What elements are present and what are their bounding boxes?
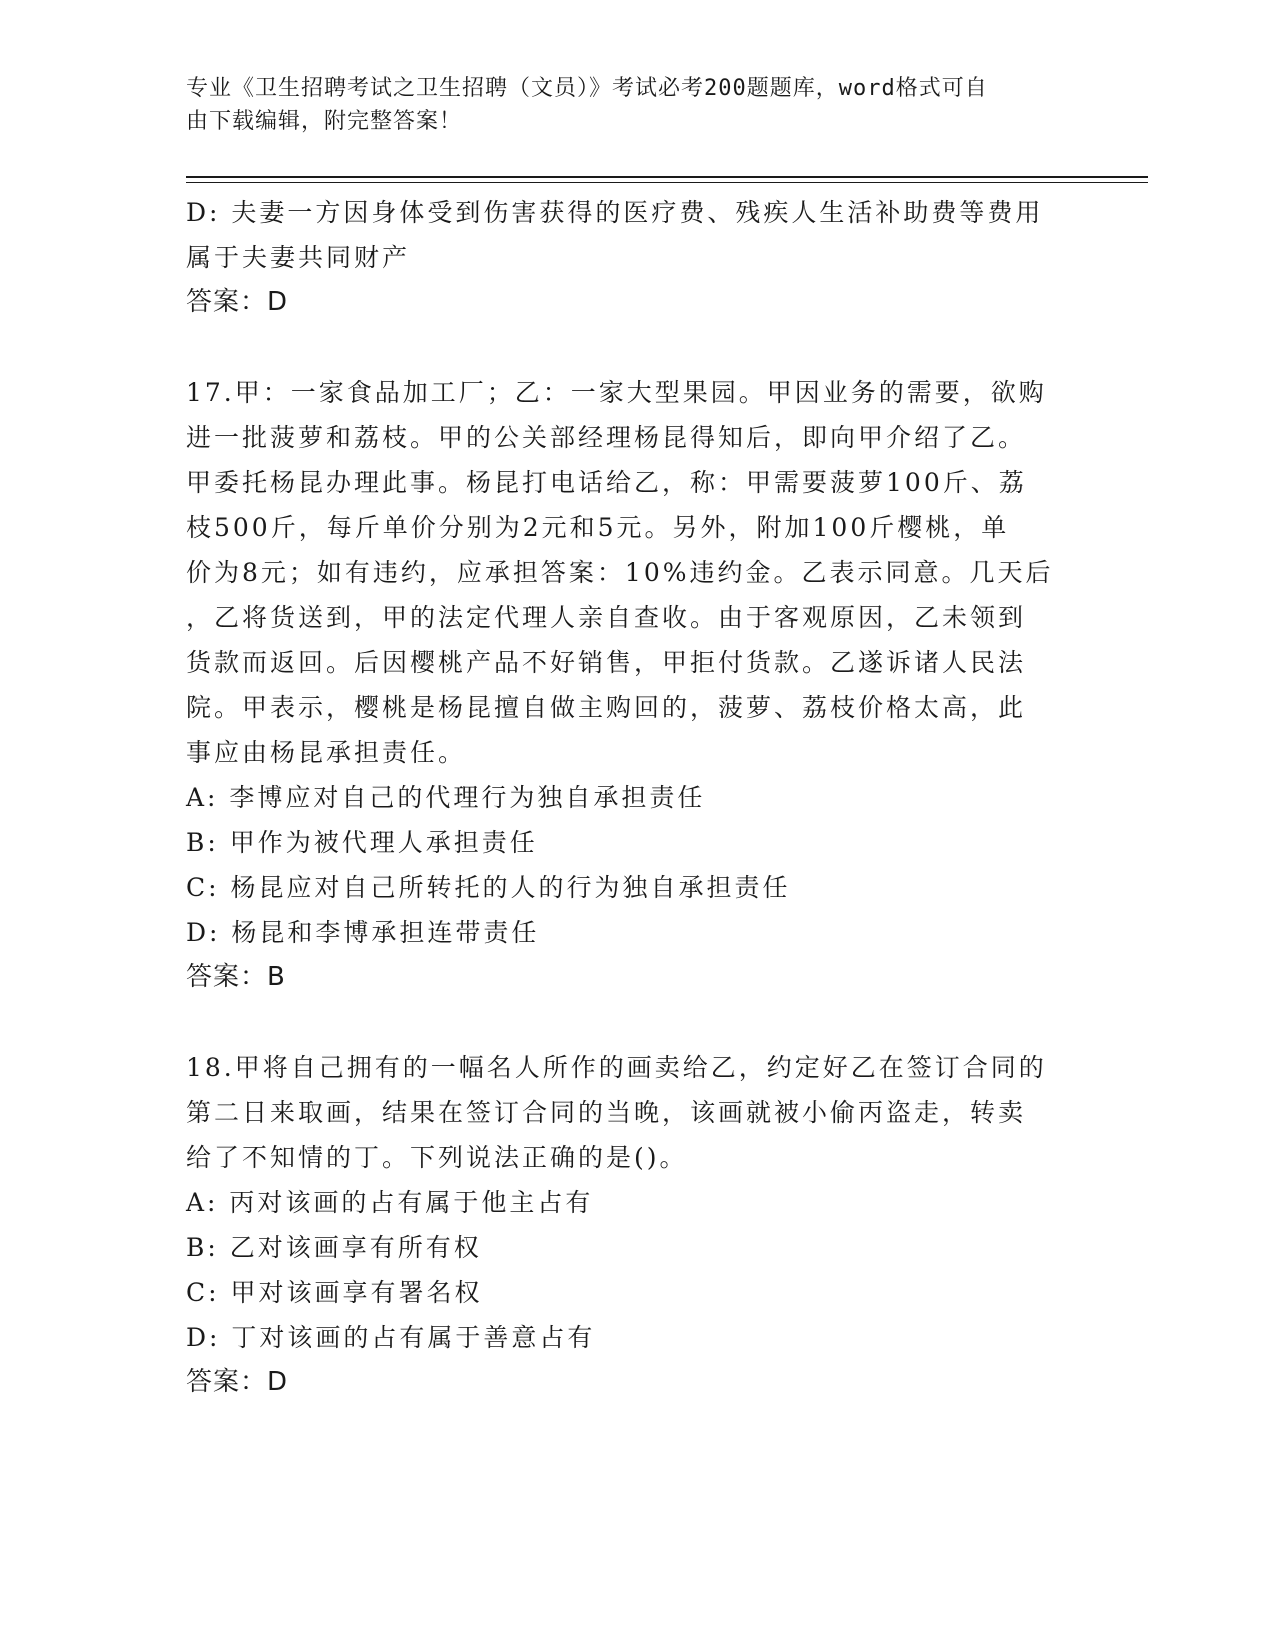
question-17 — [186, 370, 1086, 1000]
option-b: B: 乙对该画享有所有权 — [186, 1233, 482, 1262]
question-text-line: 枝500斤，每斤单价分别为2元和5元。另外，附加100斤樱桃，单 — [186, 513, 1010, 542]
question-text-line: 给了不知情的丁。下列说法正确的是()。 — [186, 1143, 688, 1172]
question-text-line: 甲委托杨昆办理此事。杨昆打电话给乙，称：甲需要菠萝100斤、荔 — [186, 468, 1027, 497]
header-line-2: 由下载编辑，附完整答案！ — [186, 109, 463, 134]
spacer — [186, 325, 1086, 370]
option-d: D: 丁对该画的占有属于善意占有 — [186, 1323, 596, 1352]
question-text-line: 进一批菠萝和荔枝。甲的公关部经理杨昆得知后，即向甲介绍了乙。 — [186, 423, 1027, 452]
question-text-line: 院。甲表示，樱桃是杨昆擅自做主购回的，菠萝、荔枝价格太高，此 — [186, 693, 1027, 722]
option-b: B: 甲作为被代理人承担责任 — [186, 828, 538, 857]
question-text-line: 第二日来取画，结果在签订合同的当晚，该画就被小偷丙盗走，转卖 — [186, 1098, 1027, 1127]
header-divider-thick — [186, 176, 1148, 178]
document-body — [186, 190, 1086, 1405]
question-text-line: 18.甲将自己拥有的一幅名人所作的画卖给乙，约定好乙在签订合同的 — [186, 1053, 1047, 1082]
document-header — [186, 72, 1066, 138]
question-text-line: 货款而返回。后因樱桃产品不好销售，甲拒付货款。乙遂诉诸人民法 — [186, 648, 1027, 677]
option-c: C: 杨昆应对自己所转托的人的行为独自承担责任 — [186, 873, 791, 902]
option-d: D: 夫妻一方因身体受到伤害获得的医疗费、残疾人生活补助费等费用 — [186, 198, 1044, 227]
question-text-line: ，乙将货送到，甲的法定代理人亲自查收。由于客观原因，乙未领到 — [186, 603, 1027, 632]
answer: 答案：D — [186, 287, 289, 317]
question-text-line: 17.甲：一家食品加工厂；乙：一家大型果园。甲因业务的需要，欲购 — [186, 378, 1047, 407]
question-text-line: 价为8元；如有违约，应承担答案：10%违约金。乙表示同意。几天后 — [186, 558, 1054, 587]
answer: 答案：D — [186, 1367, 289, 1397]
answer: 答案：B — [186, 962, 286, 992]
question-text-line: 事应由杨昆承担责任。 — [186, 738, 467, 767]
header-divider-thin — [186, 182, 1148, 183]
header-line-1: 专业《卫生招聘考试之卫生招聘（文员）》考试必考200题题库，word格式可自 — [186, 76, 988, 101]
option-c: C: 甲对该画享有署名权 — [186, 1278, 483, 1307]
option-a: A: 李博应对自己的代理行为独自承担责任 — [186, 783, 706, 812]
option-d-continued: 属于夫妻共同财产 — [186, 243, 411, 272]
option-a: A: 丙对该画的占有属于他主占有 — [186, 1188, 594, 1217]
prev-question-tail — [186, 190, 1086, 325]
spacer — [186, 1000, 1086, 1045]
option-d: D: 杨昆和李博承担连带责任 — [186, 918, 540, 947]
question-18 — [186, 1045, 1086, 1405]
